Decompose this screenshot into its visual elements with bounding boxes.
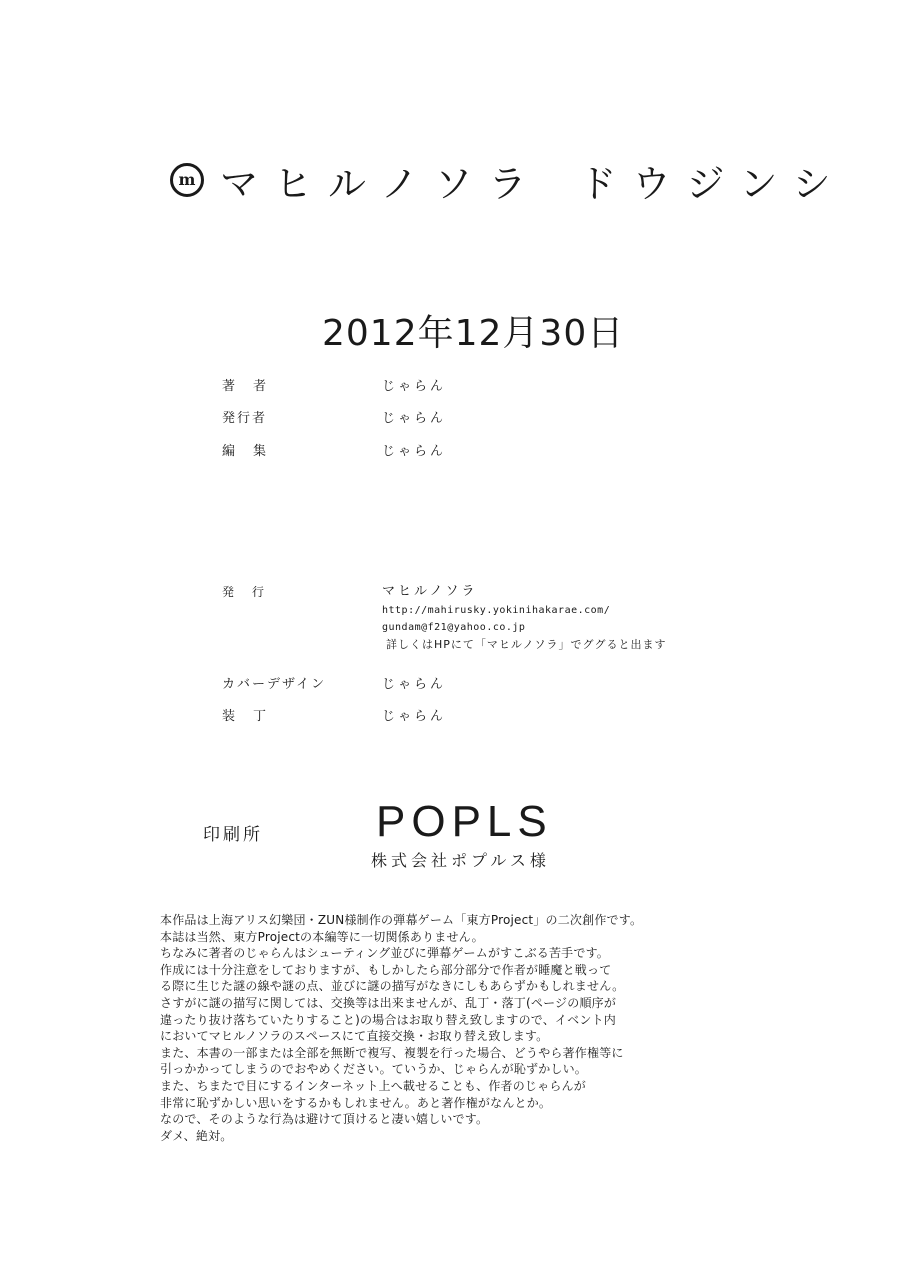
title-row	[170, 150, 847, 210]
circle-logo-icon: m	[170, 163, 204, 197]
credit-value: じゃらん	[382, 677, 447, 692]
publication-date: 2012年12月30日	[322, 313, 625, 354]
credit-cover-design	[222, 673, 446, 692]
publisher-circle-name: マヒルノソラ	[382, 584, 478, 599]
publisher-email: gundam@f21@yahoo.co.jp	[382, 622, 526, 633]
credit-value: じゃらん	[382, 444, 447, 459]
credit-value: じゃらん	[382, 379, 447, 394]
notice-line: 違ったり抜け落ちていたりすること)の場合はお取り替え致しますので、イベント内	[160, 1012, 616, 1027]
notice-line: においてマヒルノソラのスペースにて直接交換・お取り替え致します。	[160, 1029, 549, 1044]
credit-label: 発行者	[222, 411, 268, 426]
circle-title: マヒルノソラ	[220, 161, 543, 206]
credit-label: 編集	[222, 444, 285, 459]
notice-line: 本誌は当然、東方Projectの本編等に一切関係ありません。	[160, 929, 484, 944]
notice-line: また、ちまたで目にするインターネット上へ載せることも、作者のじゃらんが	[160, 1078, 586, 1093]
credit-label: 装丁	[222, 709, 285, 724]
notice-line: る際に生じた謎の線や謎の点、並びに謎の描写がなきにしもあらずかもしれません。	[160, 979, 625, 994]
publisher-label: 発行	[222, 585, 283, 599]
publisher-note: 詳しくはHPにて「マヒルノソラ」でググると出ます	[386, 638, 667, 651]
credit-value: じゃらん	[382, 709, 447, 724]
publisher-block	[222, 583, 666, 653]
credit-binding	[222, 705, 446, 724]
notice-line: 非常に恥ずかしい思いをするかもしれません。あと著作権がなんとか。	[160, 1095, 552, 1110]
notice-line: また、本書の一部または全部を無断で複写、複製を行った場合、どうやら著作権等に	[160, 1045, 624, 1060]
credit-label: 著者	[222, 379, 285, 394]
credit-author	[222, 375, 446, 394]
credit-value: じゃらん	[382, 411, 447, 426]
notice-line: 作成には十分注意をしておりますが、もしかしたら部分部分で作者が睡魔と戦って	[160, 962, 612, 977]
notice-text	[160, 912, 790, 1144]
notice-line: ちなみに著者のじゃらんはシューティング並びに弾幕ゲームがすこぶる苦手です。	[160, 946, 610, 961]
notice-line: 引っかかってしまうのでおやめください。ていうか、じゃらんが恥ずかしい。	[160, 1062, 588, 1077]
credit-editor	[222, 440, 446, 459]
credit-issuer	[222, 407, 446, 426]
publisher-url: http://mahirusky.yokinihakarae.com/	[382, 605, 611, 616]
notice-line: さすがに謎の描写に関しては、交換等は出来ませんが、乱丁・落丁(ページの順序が	[160, 995, 617, 1010]
publisher-details	[382, 583, 666, 653]
credit-label: カバーデザイン	[222, 677, 327, 692]
printer-company: 株式会社ポプルス様	[371, 851, 550, 870]
printer-name: POPLS	[376, 797, 553, 846]
printer-label: 印刷所	[203, 825, 263, 845]
notice-line: ダメ、絶対。	[160, 1128, 233, 1143]
notice-line: なので、そのような行為は避けて頂けると凄い嬉しいです。	[160, 1112, 489, 1127]
notice-line: 本作品は上海アリス幻樂団・ZUN様制作の弾幕ゲーム「東方Project」の二次創作です。	[160, 913, 643, 927]
doujinshi-title: ドウジンシ	[578, 161, 847, 206]
